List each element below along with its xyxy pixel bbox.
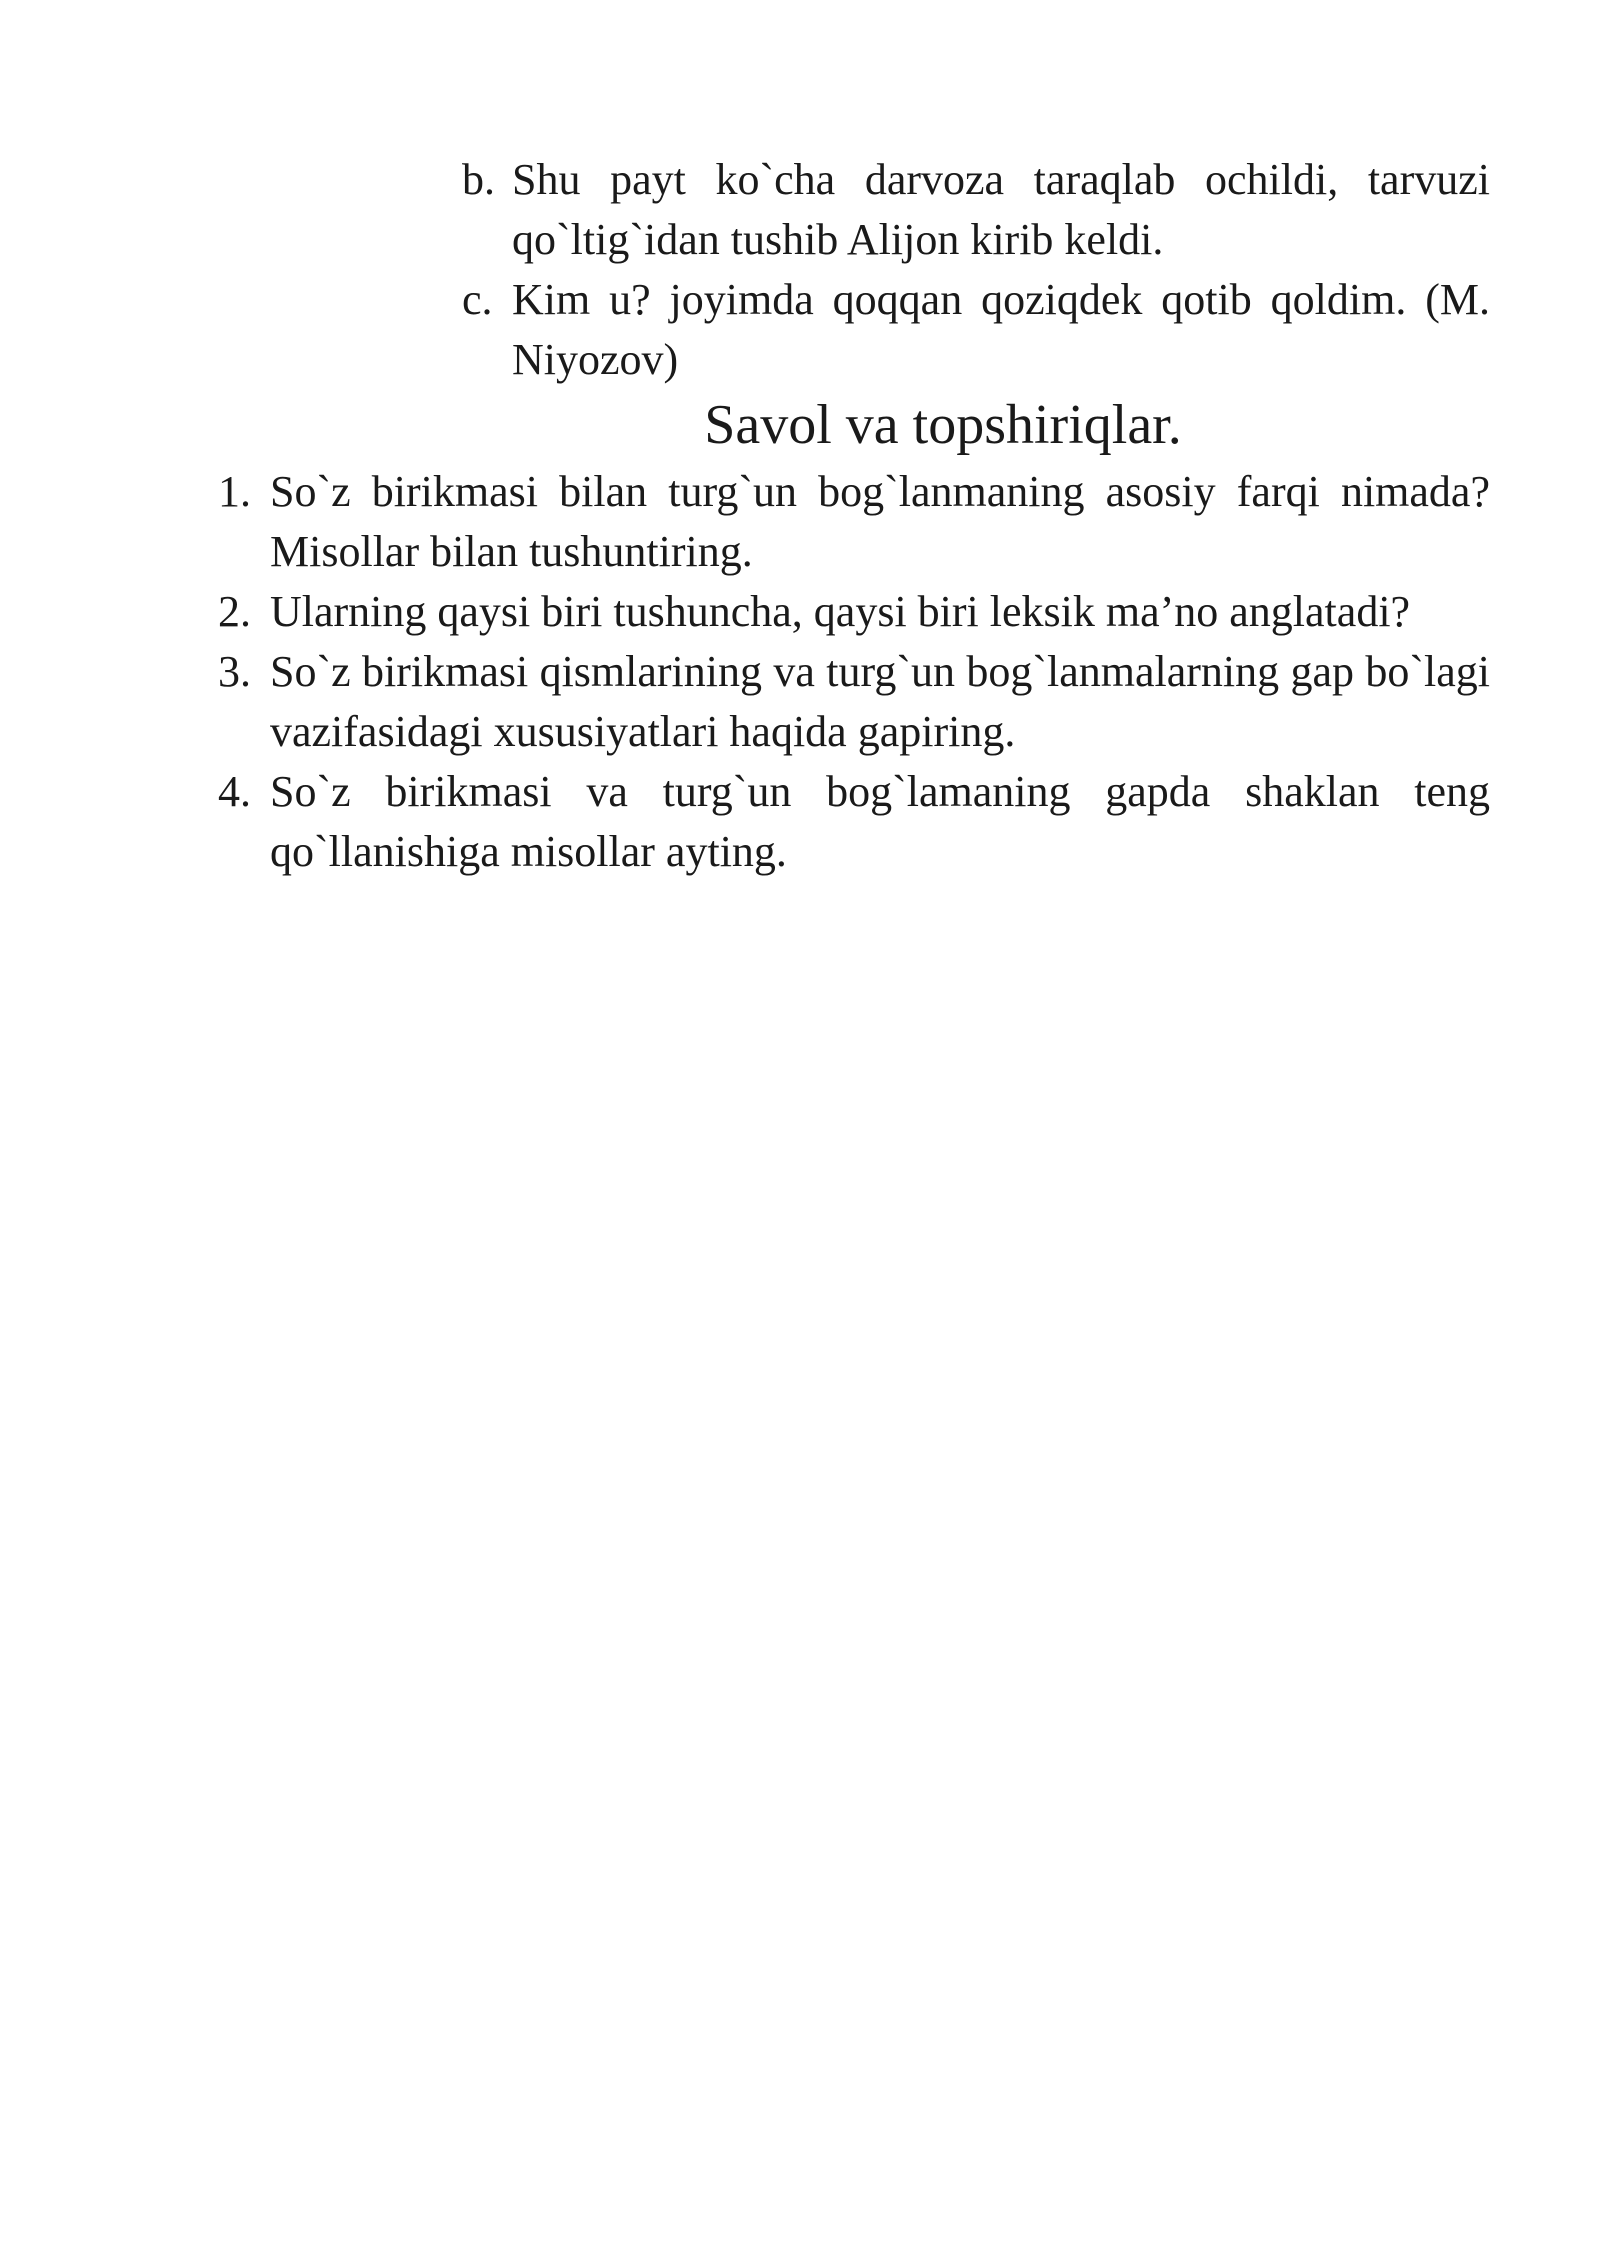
question-text: So`z birikmasi qismlarining va turg`un bog`lanmalarning gap bo`lagi vazifasidagi xususiyatlari haqida gapiring. <box>270 647 1490 756</box>
example-sentence-list <box>462 150 1490 390</box>
question-item-1 <box>218 462 1490 582</box>
example-text: Shu payt ko`cha darvoza taraqlab ochildi, tarvuzi qo`ltig`idan tushib Alijon kirib keldi. <box>512 155 1490 264</box>
question-text: So`z birikmasi bilan turg`un bog`lanmaning asosiy farqi nimada? Misollar bilan tushuntiring. <box>270 467 1490 576</box>
example-item-c <box>462 270 1490 390</box>
question-text: Ularning qaysi biri tushuncha, qaysi biri leksik ma’no anglatadi? <box>270 587 1411 636</box>
question-text: So`z birikmasi va turg`un bog`lamaning gapda shaklan teng qo`llanishiga misollar ayting. <box>270 767 1490 876</box>
section-heading: Savol va topshiriqlar. <box>704 394 1182 456</box>
example-item-b <box>462 150 1490 270</box>
question-list <box>218 462 1490 882</box>
question-item-2 <box>218 582 1490 642</box>
list-marker: 2. <box>218 587 251 636</box>
list-marker: 4. <box>218 767 251 816</box>
example-text: Kim u? joyimda qoqqan qoziqdek qotib qoldim. (M. Niyozov) <box>512 275 1490 384</box>
question-item-4 <box>218 762 1490 882</box>
list-marker: c. <box>462 275 493 324</box>
list-marker: 3. <box>218 647 251 696</box>
question-item-3 <box>218 642 1490 762</box>
list-marker: 1. <box>218 467 251 516</box>
list-marker: b. <box>462 155 495 204</box>
